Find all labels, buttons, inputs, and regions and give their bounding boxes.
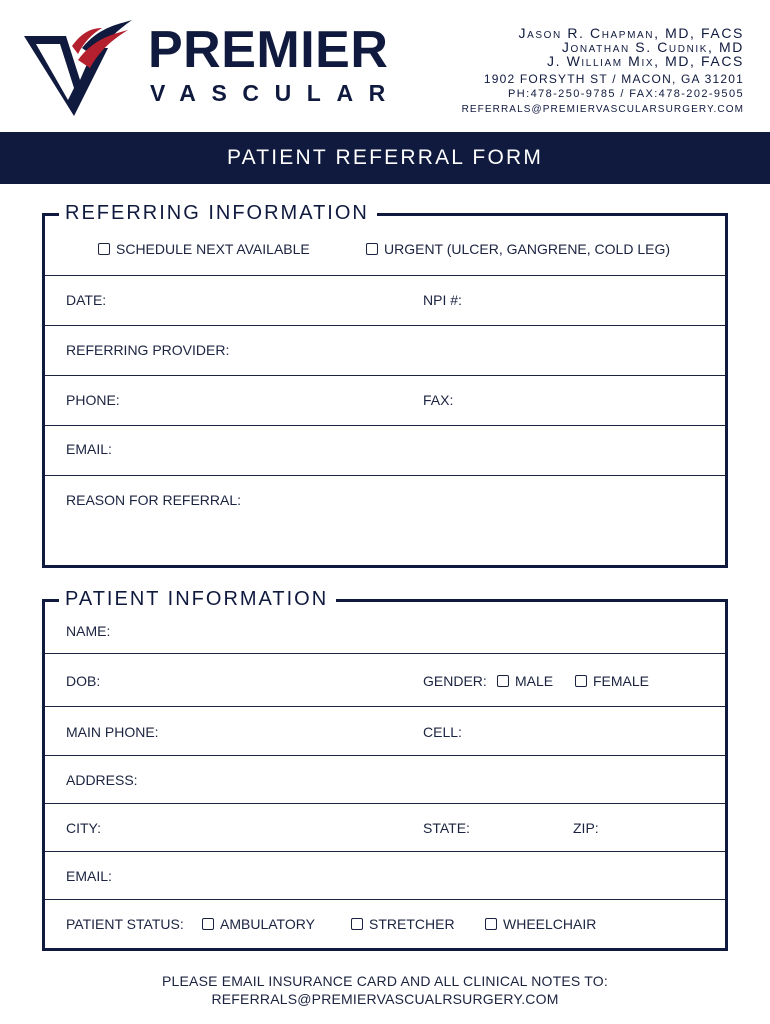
state-field[interactable]: STATE: [423,820,470,836]
dob-gender-row [45,654,725,707]
date-npi-row [45,276,725,326]
address-row [45,756,725,804]
gender-male-option[interactable]: MALE [497,674,553,688]
checkbox-icon[interactable] [366,243,378,255]
practice-contact-block [462,26,744,115]
physician-name: Jonathan S. Cudnik, MD [561,39,744,55]
date-field[interactable]: DATE: [66,292,107,308]
footer-note [0,972,770,1008]
referring-provider-row [45,326,725,376]
status-ambulatory-option[interactable]: AMBULATORY [202,917,315,931]
patient-status-label: PATIENT STATUS: [66,916,184,932]
physician-name: J. William Mix, MD, FACS [547,53,744,69]
referring-email-row [45,426,725,476]
city-field[interactable]: CITY: [66,820,102,836]
reason-for-referral-row [45,476,725,565]
patient-email-row [45,852,725,900]
gender-label: GENDER: [423,673,487,689]
gender-female-option[interactable]: FEMALE [575,674,649,688]
practice-email: REFERRALS@PREMIERVASCULARSURGERY.COM [461,104,744,115]
phone-fax-row [45,376,725,426]
reason-for-referral-field[interactable]: REASON FOR REFERRAL: [66,492,242,508]
patient-email-field[interactable]: EMAIL: [66,868,112,884]
checkbox-icon[interactable] [485,918,497,930]
address-field[interactable]: ADDRESS: [66,772,138,788]
urgent-option[interactable]: URGENT (ULCER, GANGRENE, COLD LEG) [366,242,670,256]
main-phone-field[interactable]: MAIN PHONE: [66,724,159,740]
cell-field[interactable]: CELL: [423,724,462,740]
form-title-banner: PATIENT REFERRAL FORM [0,132,770,184]
footer-instruction: PLEASE EMAIL INSURANCE CARD AND ALL CLINICAL NOTES TO: [162,973,608,989]
patient-status-row [45,900,725,948]
status-wheelchair-option[interactable]: WHEELCHAIR [485,917,596,931]
brand-name: PREMIER [148,21,389,79]
referring-email-field[interactable]: EMAIL: [66,441,112,457]
checkbox-icon[interactable] [351,918,363,930]
city-state-zip-row [45,804,725,852]
patient-information-section [42,588,728,951]
practice-phone-fax: PH:478-250-9785 / FAX:478-202-9505 [508,88,744,100]
practice-address: 1902 FORSYTH ST / MACON, GA 31201 [483,72,744,86]
fax-field[interactable]: FAX: [423,392,454,408]
urgency-row [45,216,725,276]
checkbox-icon[interactable] [497,675,509,687]
npi-field[interactable]: NPI #: [423,292,462,308]
referring-information-section [42,202,728,568]
physician-name: Jason R. Chapman, MD, FACS [518,25,744,41]
section-title: REFERRING INFORMATION [59,201,377,225]
referring-provider-field[interactable]: REFERRING PROVIDER: [66,342,230,358]
zip-field[interactable]: ZIP: [573,820,599,836]
premier-vascular-logo-icon [22,18,134,118]
dob-field[interactable]: DOB: [66,673,101,689]
checkbox-icon[interactable] [575,675,587,687]
section-title: PATIENT INFORMATION [59,587,336,611]
status-stretcher-option[interactable]: STRETCHER [351,917,455,931]
phone-cell-row [45,707,725,756]
checkbox-icon[interactable] [98,243,110,255]
patient-name-row [45,602,725,654]
schedule-next-available-option[interactable]: SCHEDULE NEXT AVAILABLE [98,242,310,256]
checkbox-icon[interactable] [202,918,214,930]
phone-field[interactable]: PHONE: [66,392,120,408]
patient-name-field[interactable]: NAME: [66,623,111,639]
footer-email: REFERRALS@PREMIERVASCUALRSURGERY.COM [211,991,559,1007]
brand-subtitle: VASCULAR [150,80,401,106]
